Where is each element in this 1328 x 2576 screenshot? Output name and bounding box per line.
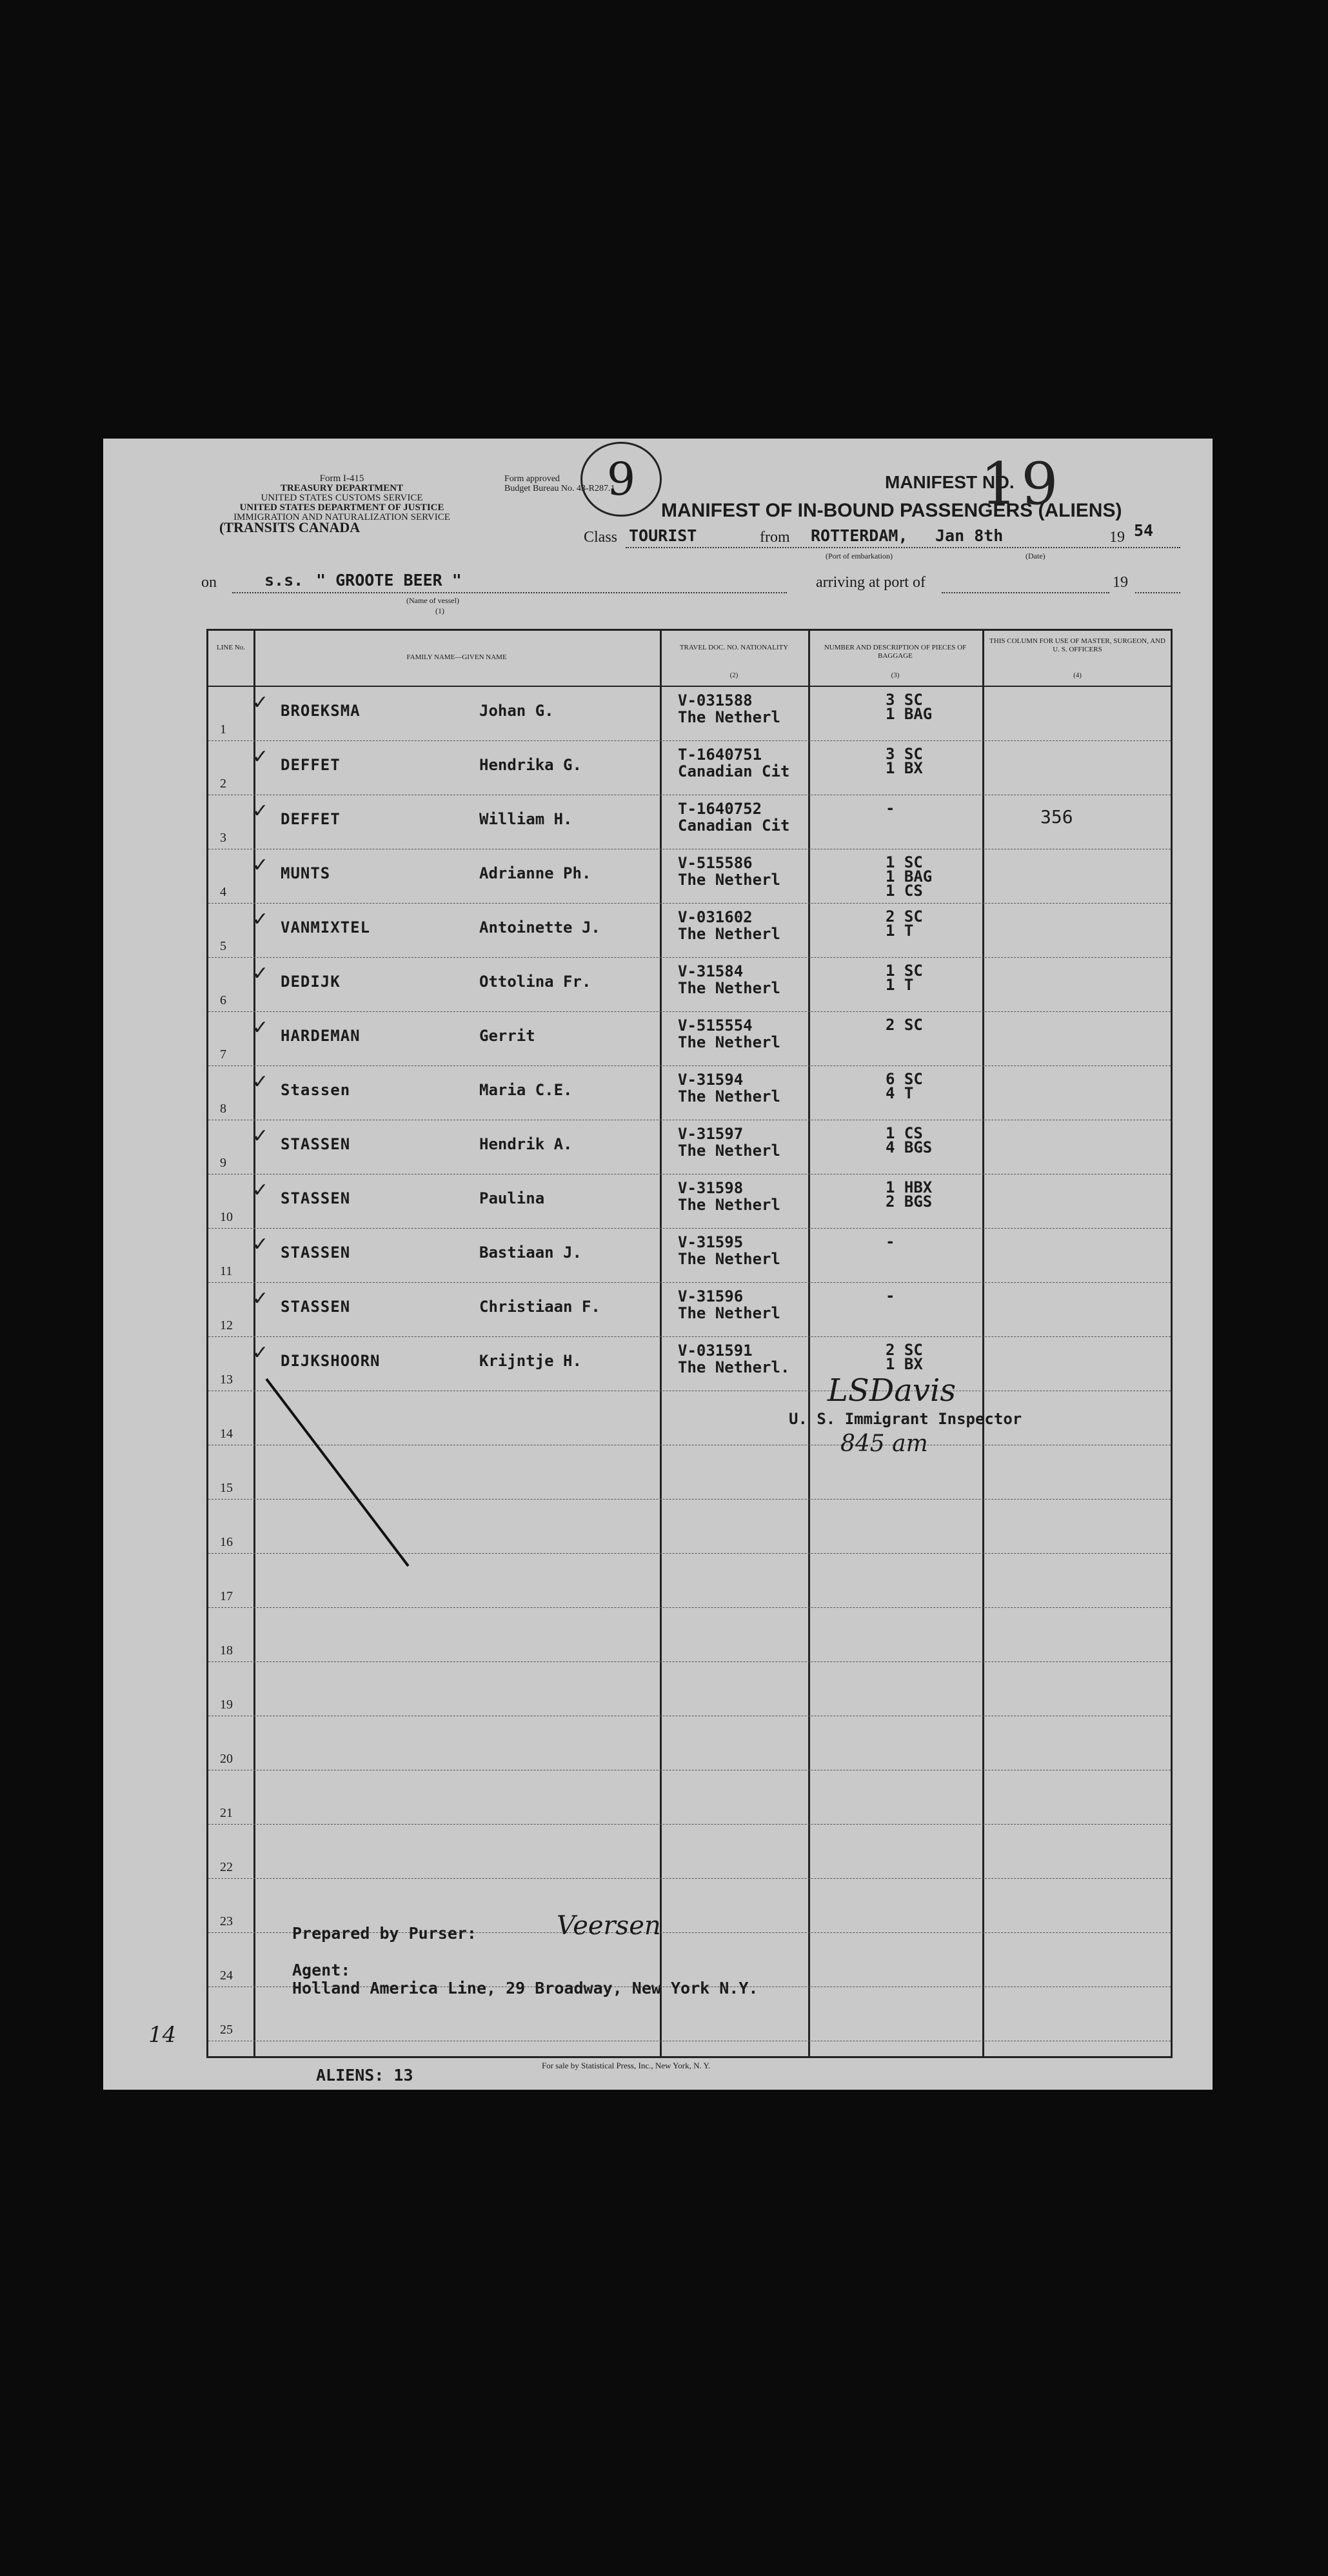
nationality: Canadian Cit [678,817,790,835]
check-mark-icon: ✓ [252,908,269,931]
baggage-line: 3 SC [886,745,923,763]
baggage-line: 1 HBX [886,1178,933,1196]
check-mark-icon: ✓ [252,962,269,985]
nationality: The Netherl [678,1087,780,1105]
nationality: The Netherl [678,925,780,943]
given-name: Antoinette J. [479,918,600,936]
ins-label: IMMIGRATION AND NATURALIZATION SERVICE [233,512,450,522]
document-title: MANIFEST OF IN-BOUND PASSENGERS (ALIENS) [661,500,1122,521]
check-mark-icon: ✓ [252,800,269,822]
printer-credit: For sale by Statistical Press, Inc., New York, N. Y. [542,2061,711,2070]
column-header-baggage: NUMBER AND DESCRIPTION OF PIECES OF BAGGAGE [824,644,967,660]
travel-doc-number: V-031588 [678,691,753,709]
given-name: Gerrit [479,1027,535,1045]
vessel-name: " GROOTE BEER " [316,571,462,590]
family-name: STASSEN [281,1189,351,1207]
baggage-line: - [886,799,895,817]
baggage-line: 1 CS [886,1124,923,1142]
given-name: William H. [479,810,573,828]
family-name: HARDEMAN [281,1027,361,1045]
form-approved-label: Form approved [504,474,560,484]
cancel-line [253,1366,421,1572]
given-name: Maria C.E. [479,1081,573,1099]
purser-signature: Veersen [557,1911,661,1941]
line-number: 14 [220,1427,233,1441]
row-divider [208,1228,1171,1229]
line-number: 25 [220,2023,233,2037]
family-name: DIJKSHOORN [281,1352,381,1370]
column-1-number: (1) [435,606,444,615]
class-value: TOURIST [629,526,697,545]
baggage-line: 3 SC [886,691,923,709]
budget-bureau-label: Budget Bureau No. 43-R287.1 [504,484,615,493]
baggage-line: 6 SC [886,1070,923,1088]
inspection-time: 845 am [840,1431,928,1457]
baggage-line: 2 BGS [886,1193,933,1211]
nationality: The Netherl [678,1304,780,1322]
baggage-line: 1 T [886,922,914,940]
column-number-3: (3) [891,671,900,679]
baggage-line: 2 SC [886,1341,923,1359]
row-divider [208,1336,1171,1337]
column-number-2: (2) [729,671,738,679]
given-name: Krijntje H. [479,1352,582,1370]
line-number: 3 [220,831,226,845]
family-name: STASSEN [281,1243,351,1262]
manifest-no-label: MANIFEST NO. [885,472,1015,492]
row-divider [208,740,1171,741]
travel-doc-number: V-515554 [678,1016,753,1035]
travel-doc-number: T-1640751 [678,746,762,764]
transits-label: (TRANSITS CANADA [219,519,361,535]
travel-doc-number: V-031602 [678,908,753,926]
check-mark-icon: ✓ [252,1179,269,1202]
line-number: 2 [220,777,226,791]
date-caption: (Date) [1026,551,1046,560]
row-divider [208,903,1171,904]
line-number: 4 [220,885,226,899]
vessel-caption: (Name of vessel) [406,596,459,605]
given-name: Johan G. [479,702,554,720]
nationality: The Netherl [678,1250,780,1268]
column-header-doc: TRAVEL DOC. NO. NATIONALITY [679,644,789,651]
travel-doc-number: V-31598 [678,1179,744,1197]
column-header-officer: THIS COLUMN FOR USE OF MASTER, SURGEON, AND U. S. OFFICERS [989,637,1165,653]
line-number: 6 [220,993,226,1007]
line-number: 21 [220,1806,233,1820]
family-name: Stassen [281,1081,351,1099]
column-header-name: FAMILY NAME—GIVEN NAME [406,653,507,661]
line-number: 18 [220,1643,233,1658]
inspector-title: U. S. Immigrant Inspector [789,1410,1022,1428]
given-name: Bastiaan J. [479,1243,582,1262]
baggage-line: 1 SC [886,962,923,980]
on-label: on [201,574,217,591]
class-label: Class [584,529,618,546]
baggage-line: 1 BX [886,1355,923,1373]
family-name: DEFFET [281,810,341,828]
row-divider [208,1878,1171,1879]
check-mark-icon: ✓ [252,1342,269,1364]
given-name: Christiaan F. [479,1298,600,1316]
line-number: 8 [220,1102,226,1116]
check-mark-icon: ✓ [252,854,269,877]
baggage-line: 1 CS [886,882,923,900]
officer-note: 356 [1040,806,1073,827]
nationality: The Netherl [678,1033,780,1051]
manifest-page [103,439,1213,2090]
line-number: 10 [220,1210,233,1224]
row-divider [208,1011,1171,1012]
inspector-signature: LSDavis [828,1372,956,1409]
purser-label: Prepared by Purser: [292,1924,477,1943]
travel-doc-number: V-515586 [678,854,753,872]
year-value: 54 [1134,521,1154,540]
date-value: Jan 8th [935,526,1004,545]
given-name: Adrianne Ph. [479,864,591,882]
column-header-line-no: LINE No. [217,644,245,651]
check-mark-icon: ✓ [252,746,269,768]
check-mark-icon: ✓ [252,1071,269,1093]
line-number: 5 [220,939,226,953]
corner-mark: 14 [148,2022,177,2048]
travel-doc-number: T-1640752 [678,800,762,818]
row-divider [208,1065,1171,1066]
family-name: VANMIXTEL [281,918,371,936]
family-name: DEFFET [281,756,341,774]
line-number: 7 [220,1047,226,1062]
given-name: Hendrik A. [479,1135,573,1153]
given-name: Hendrika G. [479,756,582,774]
given-name: Paulina [479,1189,545,1207]
travel-doc-number: V-31584 [678,962,744,980]
row-divider [208,1824,1171,1825]
circled-number-mark: 9 [580,442,662,517]
line-number: 22 [220,1860,233,1874]
family-name: DEDIJK [281,973,341,991]
customs-label: UNITED STATES CUSTOMS SERVICE [261,493,423,503]
nationality: The Netherl. [678,1358,790,1376]
row-divider [208,957,1171,958]
travel-doc-number: V-31597 [678,1125,744,1143]
nationality: The Netherl [678,871,780,889]
line-number: 16 [220,1535,233,1549]
row-divider [208,1607,1171,1608]
check-mark-icon: ✓ [252,1287,269,1310]
arriving-label: arriving at port of [816,574,926,591]
baggage-line: 4 BGS [886,1138,933,1156]
line-number: 24 [220,1968,233,1983]
line-number: 20 [220,1752,233,1766]
line-number: 11 [220,1264,233,1278]
travel-doc-number: V-031591 [678,1342,753,1360]
manifest-number: 19 [980,450,1062,518]
nationality: Canadian Cit [678,762,790,780]
manifest-table [206,629,1173,2058]
baggage-line: 1 BAG [886,867,933,886]
agent-address: Holland America Line, 29 Broadway, New York N.Y. [292,1979,758,1997]
given-name: Ottolina Fr. [479,973,591,991]
check-mark-icon: ✓ [252,691,269,714]
row-divider [208,1282,1171,1283]
ss-prefix: s.s. [264,571,304,590]
baggage-line: - [886,1287,895,1305]
check-mark-icon: ✓ [252,1233,269,1256]
baggage-line: 4 T [886,1084,914,1102]
line-number: 9 [220,1156,226,1170]
nationality: The Netherl [678,1196,780,1214]
justice-label: UNITED STATES DEPARTMENT OF JUSTICE [239,502,444,513]
line-number: 23 [220,1914,233,1928]
treasury-label: TREASURY DEPARTMENT [280,483,404,493]
line-number: 1 [220,722,226,737]
travel-doc-number: V-31596 [678,1287,744,1305]
line-number: 15 [220,1481,233,1495]
from-value: ROTTERDAM, [811,526,908,545]
year2-prefix: 19 [1113,574,1128,591]
from-label: from [760,529,790,546]
row-divider [208,1661,1171,1662]
check-mark-icon: ✓ [252,1125,269,1147]
agency-header [181,473,503,535]
port-caption: (Port of embarkation) [826,551,893,560]
form-number: Form I-415 [319,473,364,484]
line-number: 17 [220,1589,233,1603]
column-number-4: (4) [1073,671,1082,679]
travel-doc-number: V-31594 [678,1071,744,1089]
family-name: BROEKSMA [281,702,361,720]
baggage-line: 1 T [886,976,914,994]
baggage-line: 2 SC [886,1016,923,1034]
line-number: 13 [220,1372,233,1387]
baggage-line: 1 BAG [886,705,933,723]
check-mark-icon: ✓ [252,1016,269,1039]
baggage-line: 1 SC [886,853,923,871]
nationality: The Netherl [678,708,780,726]
travel-doc-number: V-31595 [678,1233,744,1251]
family-name: STASSEN [281,1135,351,1153]
year-prefix: 19 [1109,529,1125,546]
agent-label: Agent: [292,1961,351,1979]
nationality: The Netherl [678,979,780,997]
family-name: MUNTS [281,864,331,882]
baggage-line: 2 SC [886,907,923,926]
family-name: STASSEN [281,1298,351,1316]
nationality: The Netherl [678,1142,780,1160]
line-number: 19 [220,1698,233,1712]
baggage-line: - [886,1233,895,1251]
baggage-line: 1 BX [886,759,923,777]
line-number: 12 [220,1318,233,1333]
aliens-count: ALIENS: 13 [316,2066,413,2085]
